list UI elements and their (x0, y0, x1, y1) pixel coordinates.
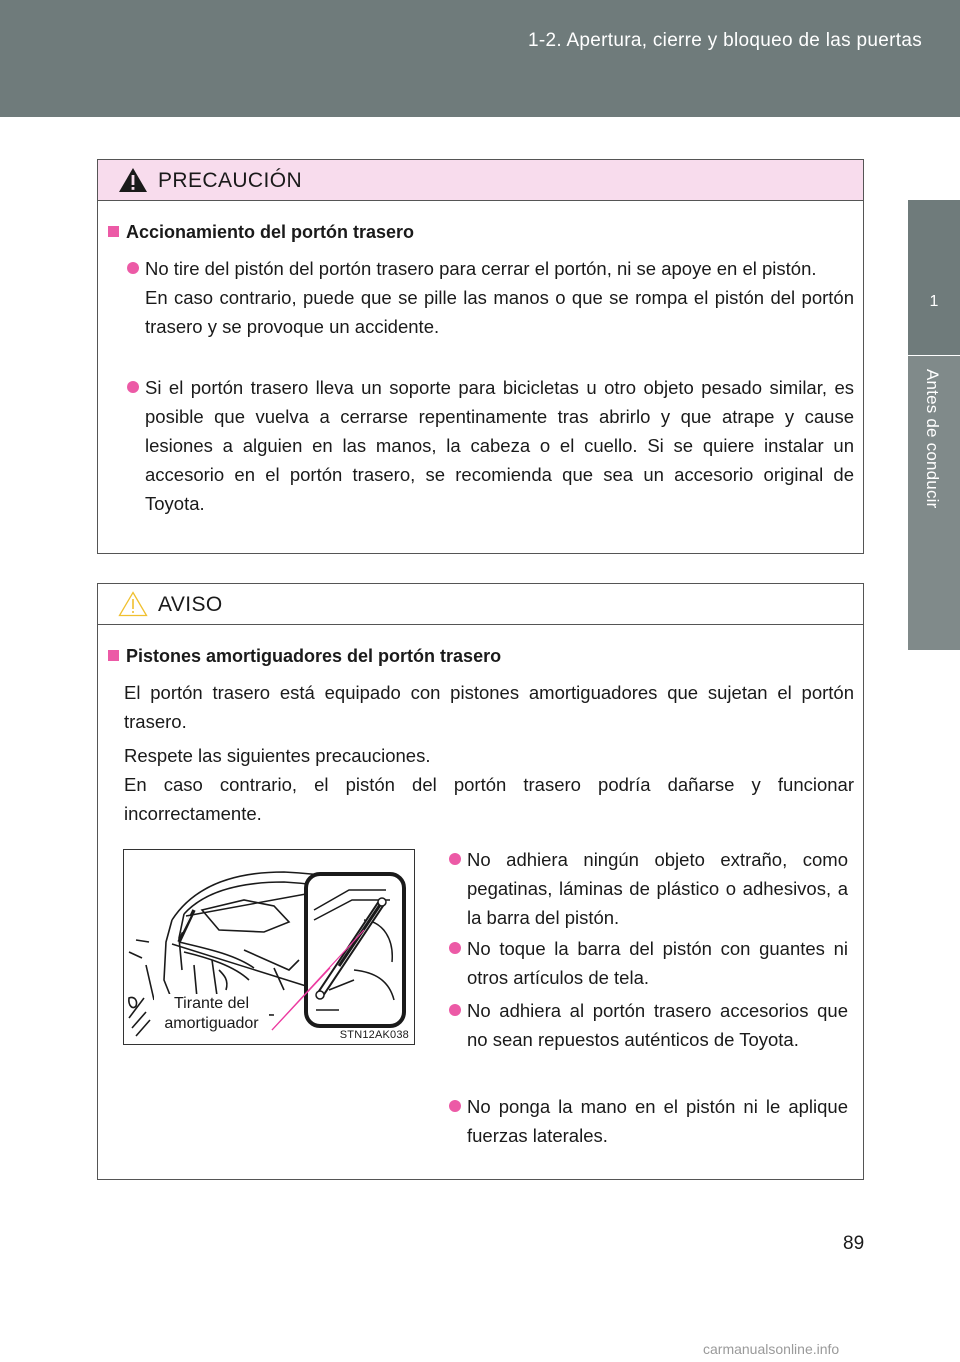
caution-subheading: Accionamiento del portón trasero (108, 222, 414, 243)
figure-code: STN12AK038 (339, 1029, 409, 1041)
caution-bullet-1-line-2: En caso contrario, puede que se pille las manos o que se rompa el pistón del portón trasero y se provoque un accidente. (145, 287, 854, 337)
caution-bullet-1-line-1: No tire del pistón del portón trasero para cerrar el portón, ni se apoye en el pistón. (145, 258, 817, 279)
warning-filled-icon (118, 167, 148, 193)
bullet-dot-icon (449, 1100, 461, 1112)
notice-title: AVISO (158, 593, 223, 616)
chapter-number: 1 (929, 293, 939, 310)
caution-bullet-2-text: Si el portón trasero lleva un soporte para bicicletas u otro objeto pesado similar, es posible que vuelva a cerrarse repentinamente tras abrirlo y que atrape y cause lesiones a alguien en las manos, la cabeza o el cuello. Si se quiere instalar un accesorio en el portón trasero, se recomienda que sea un accesorio original de Toyota. (145, 377, 854, 514)
square-bullet-icon (108, 650, 119, 661)
bullet-dot-icon (127, 262, 139, 274)
damper-label: Tirante del amortiguador (154, 994, 269, 1034)
section-title: 1-2. Apertura, cierre y bloqueo de las puertas (527, 30, 922, 51)
notice-header (98, 584, 863, 625)
bullet-dot-icon (449, 1004, 461, 1016)
notice-intro-2 (124, 741, 854, 828)
watermark: carmanualsonline.info (703, 1341, 840, 1357)
page-number: 89 (843, 1233, 865, 1254)
warning-outline-icon (118, 591, 148, 617)
tailgate-damper-illustration (123, 849, 415, 1045)
square-bullet-icon (108, 226, 119, 237)
notice-intro-1: El portón trasero está equipado con pistones amortiguadores que sujetan el portón trasero. (124, 682, 854, 732)
bullet-dot-icon (449, 853, 461, 865)
notice-bullet-4: No ponga la mano en el pistón ni le aplique fuerzas laterales. (467, 1096, 848, 1146)
notice-intro-2-line-1: Respete las siguientes precauciones. (124, 745, 431, 766)
caution-header (98, 160, 863, 201)
caution-box (97, 159, 864, 554)
chapter-tab-number-block (908, 200, 960, 355)
header-band (0, 0, 960, 117)
notice-subheading: Pistones amortiguadores del portón trasero (108, 646, 501, 667)
notice-intro-2-line-2: En caso contrario, el pistón del portón trasero podría dañarse y funcionar incorrectamente. (124, 774, 854, 824)
notice-bullet-1: No adhiera ningún objeto extraño, como pegatinas, láminas de plástico o adhesivos, a la barra del pistón. (467, 849, 848, 928)
bullet-dot-icon (127, 381, 139, 393)
notice-bullet-2: No toque la barra del pistón con guantes ni otros artículos de tela. (467, 938, 848, 988)
notice-bullet-3: No adhiera al portón trasero accesorios que no sean repuestos auténticos de Toyota. (467, 1000, 848, 1050)
caution-bullet-2 (145, 373, 854, 518)
bullet-dot-icon (449, 942, 461, 954)
caution-bullet-1 (145, 254, 854, 341)
caution-title: PRECAUCIÓN (158, 169, 303, 192)
chapter-label: Antes de conducir (923, 369, 942, 509)
